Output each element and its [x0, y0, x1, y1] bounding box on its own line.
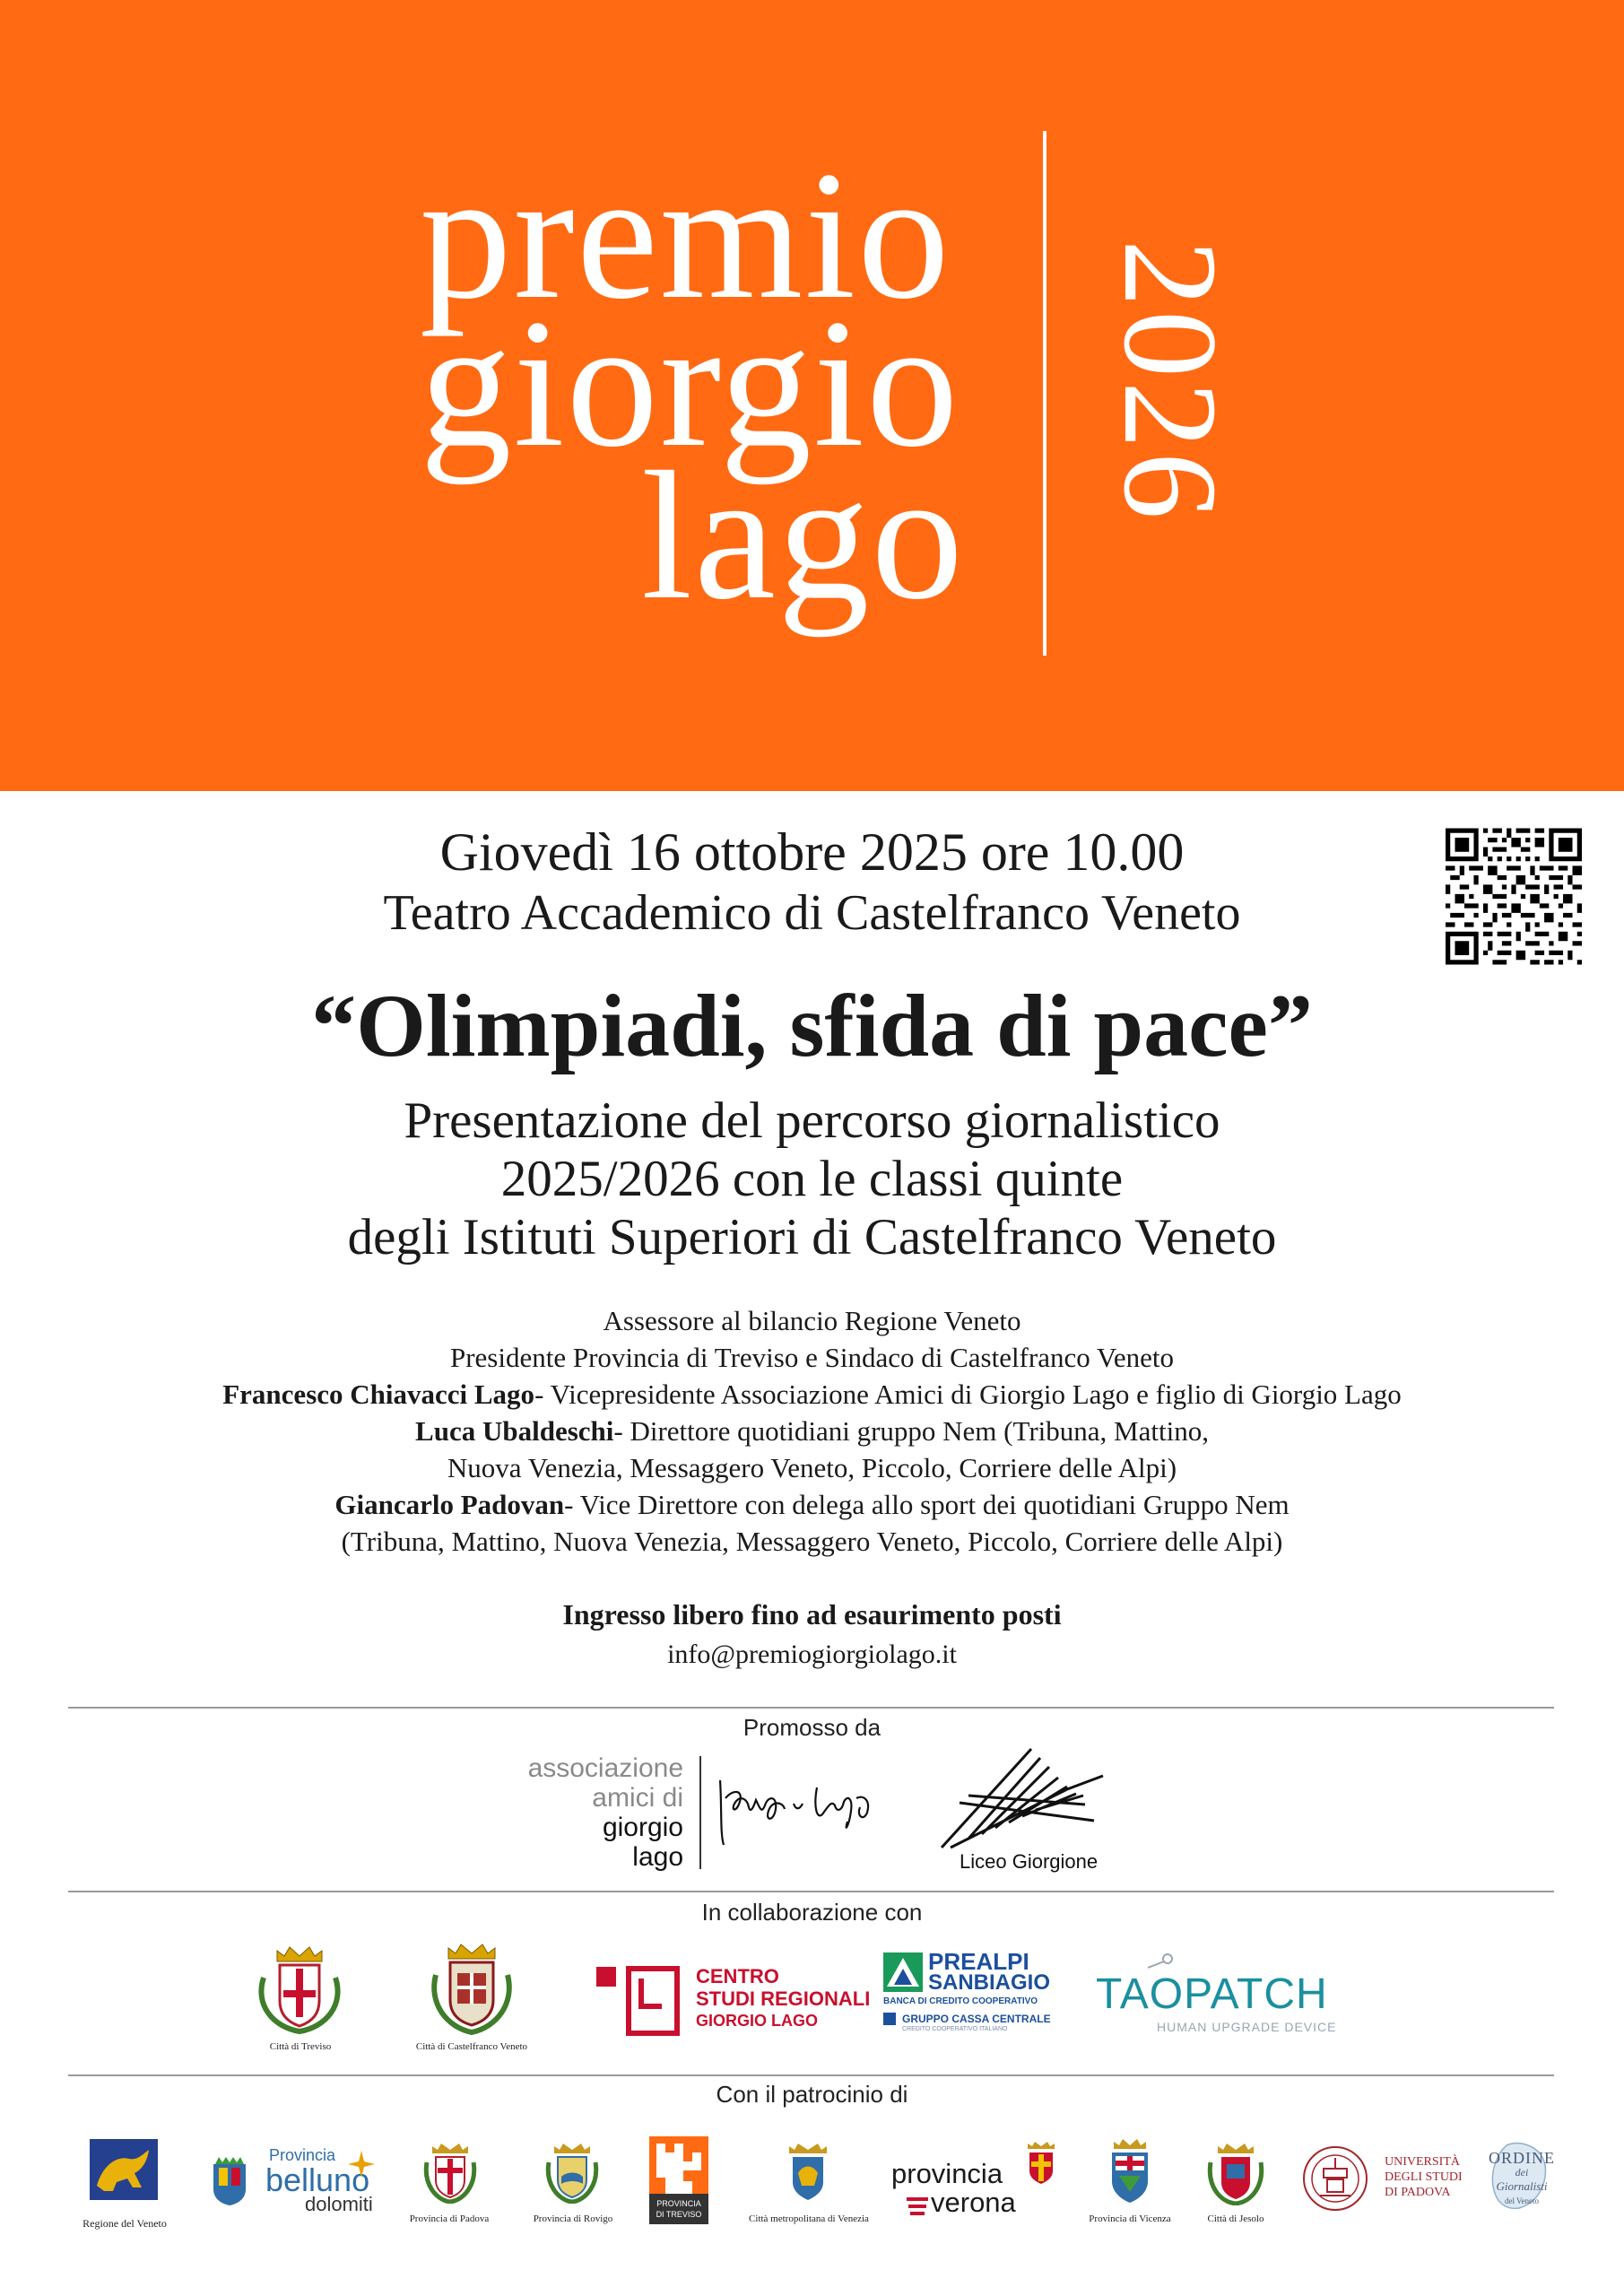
padova-caption: Provincia di Padova: [409, 2213, 490, 2224]
belluno-provincia: Provincia: [269, 2146, 336, 2164]
treviso-crest-icon: [255, 1942, 344, 2036]
rovigo-crest-icon: [545, 2141, 599, 2204]
speaker-line-provincia: Presidente Provincia di Treviso e Sindaco di Castelfranco Veneto: [449, 1342, 1174, 1373]
liceo-giorgione-logo: [933, 1740, 1107, 1874]
unipd-logo: [1385, 2154, 1463, 2200]
treviso-province-text: PROVINCIA: [656, 2199, 701, 2208]
hero-banner: [0, 0, 1624, 791]
prealpi-text: SANBIAGIO: [928, 1970, 1051, 1995]
cassa-centrale-sub: CREDITO COOPERATIVO ITALIANO: [902, 2026, 1008, 2032]
centro-text: GIORGIO LAGO: [696, 2012, 819, 2030]
title-divider: [1043, 131, 1046, 656]
centro-studi-logo: [696, 1965, 870, 2032]
signature-icon: [713, 1762, 879, 1848]
prealpi-logo: [928, 1948, 1051, 1995]
free-entry-note: Ingresso libero fino ad esaurimento posti: [562, 1598, 1062, 1631]
taopatch-logo: TAOPATCH: [1096, 1970, 1328, 2018]
belluno-crest-icon: [210, 2155, 249, 2207]
treviso-caption: Città di Treviso: [269, 2041, 332, 2052]
liceo-name: Liceo Giorgione: [960, 1850, 1099, 1873]
regione-veneto-caption: Regione del Veneto: [83, 2217, 167, 2230]
cassa-centrale-text: GRUPPO CASSA CENTRALE: [902, 2013, 1051, 2025]
prealpi-text: PREALPI: [928, 1948, 1029, 1975]
speaker-ubaldeschi-cont: Nuova Venezia, Messaggero Veneto, Piccolo, Corriere delle Alpi): [447, 1452, 1177, 1483]
treviso-province-icon: [649, 2136, 708, 2194]
jesolo-crest-icon: [1205, 2141, 1266, 2205]
divider: [68, 2074, 1554, 2076]
rovigo-caption: Provincia di Rovigo: [533, 2213, 613, 2224]
speaker-role: - Direttore quotidiani gruppo Nem (Tribuna, Mattino,: [613, 1415, 1209, 1447]
presentation-line-1: Presentazione del percorso giornalistico: [404, 1092, 1220, 1149]
speaker-padovan-cont: (Tribuna, Mattino, Nuova Venezia, Messaggero Veneto, Piccolo, Corriere delle Alpi): [341, 1526, 1283, 1557]
centro-studi-inner: [638, 1979, 662, 2009]
centro-text: STUDI REGIONALI: [696, 1987, 871, 2010]
belluno-dolomiti: dolomiti: [305, 2193, 373, 2215]
ordine-text: del Veneto: [1504, 2196, 1540, 2205]
collaboration-heading: In collaborazione con: [701, 1899, 923, 1926]
speaker-name: Luca Ubaldeschi: [415, 1415, 614, 1447]
ordine-giornalisti-logo: [1481, 2151, 1562, 2208]
taopatch-tagline: HUMAN UPGRADE DEVICE: [1157, 2020, 1337, 2034]
castelfranco-caption: Città di Castelfranco Veneto: [415, 2041, 528, 2052]
belluno-name: belluno: [265, 2161, 370, 2198]
belluno-star-icon: [348, 2151, 375, 2178]
venezia-caption: Città metropolitana di Venezia: [749, 2213, 869, 2224]
title-lago: lago: [641, 434, 965, 638]
assoc-text: lago: [632, 1842, 683, 1872]
assoc-divider: [699, 1756, 701, 1869]
event-venue: Teatro Accademico di Castelfranco Veneto: [383, 885, 1241, 941]
assoc-text: giorgio: [602, 1813, 683, 1842]
speaker-role: - Vicepresidente Associazione Amici di Giorgio Lago e figlio di Giorgio Lago: [534, 1378, 1402, 1410]
prealpi-logo-icon: [883, 1952, 923, 1992]
regione-veneto-lion-icon: [90, 2139, 158, 2200]
verona-provincia: provincia: [891, 2158, 1003, 2189]
vicenza-caption: Provincia di Vicenza: [1089, 2213, 1171, 2224]
divider: [68, 1707, 1554, 1709]
verona-name: verona: [931, 2187, 1016, 2218]
prealpi-sub: BANCA DI CREDITO COOPERATIVO: [883, 1996, 1038, 2006]
speaker-ubaldeschi: [0, 1413, 1624, 1449]
event-date-time: Giovedì 16 ottobre 2025 ore 10.00: [439, 822, 1185, 882]
speaker-role: - Vice Direttore con delega allo sport dei quotidiani Gruppo Nem: [564, 1489, 1290, 1520]
unipd-text: UNIVERSITÀ: [1385, 2155, 1460, 2169]
speaker-name: Francesco Chiavacci Lago: [222, 1378, 535, 1410]
treviso-province-label: [649, 2194, 708, 2224]
title-year: 2026: [1096, 239, 1245, 523]
presentation-line-3: degli Istituti Superiori di Castelfranco Veneto: [347, 1209, 1277, 1265]
title-giorgio: giorgio: [420, 282, 960, 485]
taopatch-node-icon: [1148, 1952, 1175, 1970]
venezia-crest-icon: [780, 2141, 836, 2204]
associazione-logo: [466, 1753, 683, 1872]
presentation-line-2: 2025/2026 con le classi quinte: [500, 1151, 1124, 1207]
castelfranco-crest-icon: [429, 1939, 515, 2036]
centro-studi-icon: [596, 1967, 616, 1987]
promoted-by-heading: Promosso da: [743, 1714, 881, 1741]
verona-crest-icon: [1024, 2142, 1058, 2185]
title-premio: premio: [420, 134, 951, 337]
unipd-text: DEGLI STUDI: [1385, 2170, 1463, 2184]
unipd-seal-icon: [1302, 2145, 1368, 2212]
speaker-line-regione: Assessore al bilancio Regione Veneto: [603, 1305, 1021, 1336]
speaker-padovan: [0, 1486, 1624, 1523]
patronage-heading: Con il patrocinio di: [716, 2081, 908, 2108]
contact-email[interactable]: info@premiogiorgiolago.it: [667, 1639, 957, 1669]
event-headline: “Olimpiadi, sfida di pace”: [311, 976, 1313, 1075]
treviso-province-text: DI TREVISO: [656, 2210, 702, 2219]
divider: [68, 1891, 1554, 1892]
speaker-chiavacci: [0, 1376, 1624, 1413]
ordine-text: dei: [1515, 2166, 1529, 2179]
verona-mark-icon: [907, 2194, 928, 2215]
vicenza-crest-icon: [1107, 2138, 1153, 2205]
cassa-centrale-icon: [883, 2013, 896, 2025]
jesolo-caption: Città di Jesolo: [1207, 2213, 1264, 2224]
centro-text: CENTRO: [696, 1965, 779, 1987]
assoc-text: amici di: [592, 1783, 683, 1813]
speaker-name: Giancarlo Padovan: [334, 1489, 565, 1520]
padova-crest-icon: [423, 2141, 477, 2204]
unipd-text: DI PADOVA: [1385, 2186, 1451, 2199]
ordine-text: Giornalisti: [1496, 2179, 1548, 2193]
assoc-text: associazione: [527, 1753, 683, 1783]
ordine-text: ORDINE: [1489, 2149, 1555, 2167]
